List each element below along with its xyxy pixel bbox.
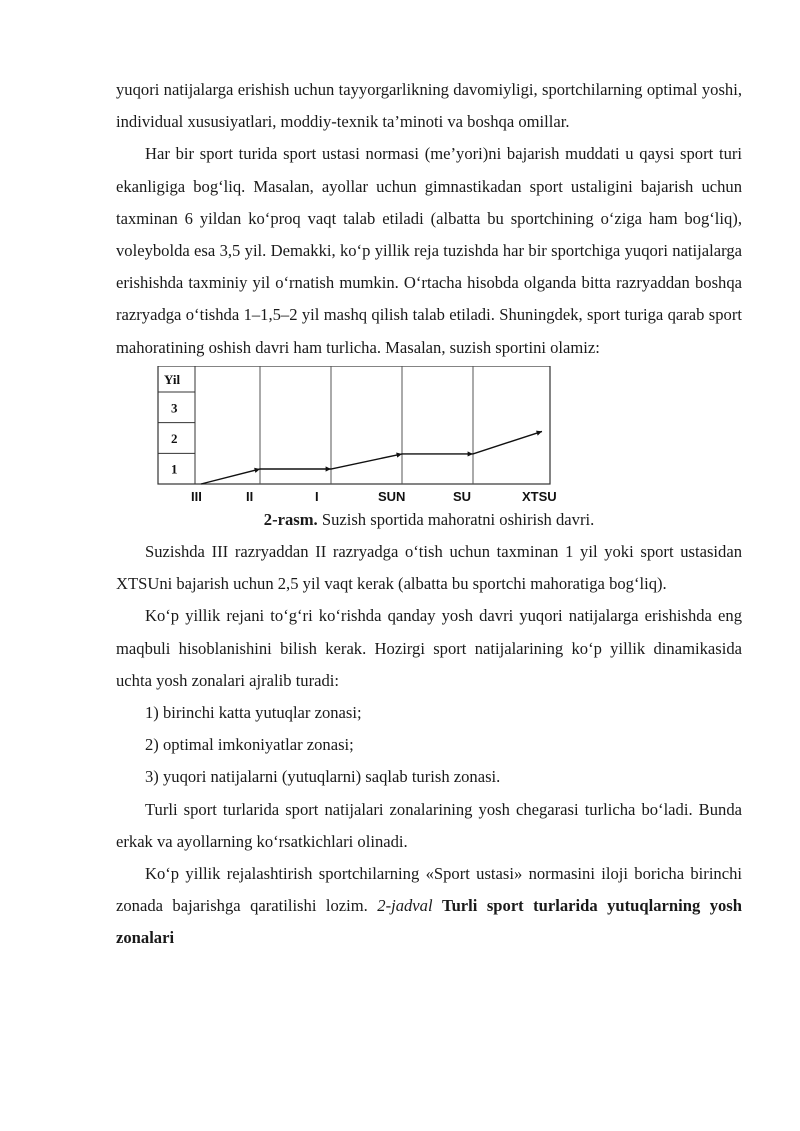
list-item-number: 3) [145,767,159,787]
list-item [116,761,742,793]
y-tick-label: 2 [171,430,178,446]
plot-frame [158,366,550,484]
x-tick-label: II [246,488,254,504]
x-tick-label: SU [453,488,472,504]
caption-text: Suzish sportida mahoratni oshirish davri. [321,509,595,529]
paragraph-6-text: Ko‘p yillik rejalashtirish sportchilarning «Sport ustasi» normasini iloji boricha birinchi zonada bajarishga qaratilishi lozim. [116,864,742,916]
x-tick-label: SUN [378,488,406,504]
figure-2 [116,366,742,504]
x-tick-label: III [191,488,202,504]
y-tick-label: 1 [171,461,178,477]
caption-label: 2-rasm. [263,509,318,529]
x-tick-label: I [315,488,319,504]
data-point [326,466,331,471]
paragraph-4: Ko‘p yillik rejani to‘g‘ri ko‘rishda qanday yosh davri yuqori natijalarga erishishda eng maqbuli hisoblanishini bilish kerak. Hozirgi sport natijalarining ko‘p yillik dinamikasida uchta yosh zonalari ajralib turadi: [116,606,742,690]
paragraph-3: Suzishda III razryaddan II razryadga o‘tish uchun taxminan 1 yil yoki sport ustasidan XTSUni bajarish uchun 2,5 yil vaqt kerak (albatta bu sportchi mahoratiga bog‘liq). [116,542,742,594]
paragraph-2: Har bir sport turida sport ustasi normasi (me’yori)ni bajarish muddati u qaysi sport turi ekanligiga bog‘liq. Masalan, ayollar uchun gimnastikadan sport ustaligini bajarish uchun taxminan 6 yildan ko‘proq vaqt talab etiladi (albatta bu sportchining o‘ziga ham bog‘liq), voleybolda esa 3,5 yil. Demakki, ko‘p yillik reja tuzishda har bir sportchiga yuqori natijalarga erishishda taxminiy yil o‘rnatish mumkin. O‘rtacha hisobda olganda bitta razryaddan boshqa razryadga o‘tishda 1–1,5–2 yil mashq qilish talab etiladi. Shuningdek, sport turiga qarab sport mahoratining oshish davri ham turlicha. Masalan, suzish sportini olamiz: [116,144,742,357]
data-point [536,430,542,435]
list-item-text: birinchi katta yutuqlar zonasi; [162,703,362,723]
paragraph-6 [116,858,742,955]
series-line [201,431,542,484]
list-item-text: optimal imkoniyatlar zonasi; [162,735,354,755]
list-item-number: 1) [145,703,159,723]
chart-svg [156,366,596,504]
data-point [396,452,402,457]
x-tick-label: XTSU [522,488,557,504]
paragraph-5: Turli sport turlarida sport natijalari zonalarining yosh chegarasi turlicha bo‘ladi. Bunda erkak va ayollarning ko‘rsatkichlari olinadi. [116,799,742,851]
list-item-text: yuqori natijalarni (yutuqlarni) saqlab turish zonasi. [162,767,501,787]
list-item [116,697,742,729]
y-tick-label: 3 [171,400,178,416]
paragraph-1: yuqori natijalarga erishish uchun tayyorgarlikning davomiyligi, sportchilarning optimal yoshi, individual xususiyatlari, moddiy-texnik ta’minoti va boshqa omillar. [116,80,742,132]
data-point [468,451,473,456]
document-page [116,74,742,955]
y-axis-label: Yil [164,371,181,387]
list-item-number: 2) [145,735,159,755]
list-item [116,729,742,761]
figure-caption [116,504,742,536]
table-reference: 2-jadval [377,896,433,916]
table-title: Turli sport turlarida yutuqlarning yosh zonalari [116,896,742,948]
